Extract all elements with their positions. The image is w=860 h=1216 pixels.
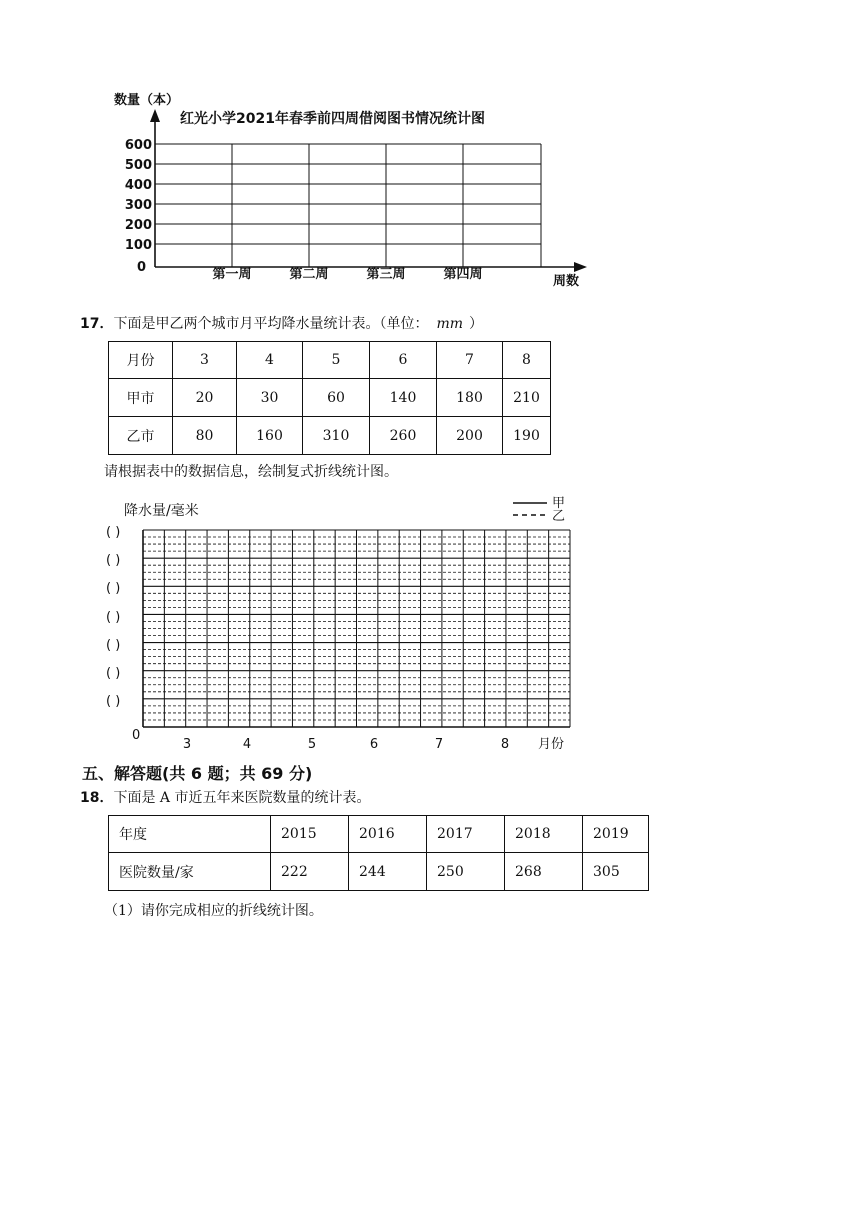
table-cell: 180 <box>437 379 503 417</box>
table-row <box>109 417 551 455</box>
chart1-y-arrow-icon <box>150 109 160 122</box>
table-cell: 2018 <box>505 816 583 853</box>
table-cell: 190 <box>503 417 551 455</box>
table-cell: 5 <box>303 342 370 379</box>
y-blank-label: ( ) <box>106 694 121 709</box>
chart2-x-label: 月份 <box>538 737 565 752</box>
table-row <box>109 342 551 379</box>
rainfall-line-chart-grid <box>100 494 590 758</box>
table-cell: 8 <box>503 342 551 379</box>
table-cell: 80 <box>173 417 237 455</box>
q18-sub-question-1: （1）请你完成相应的折线统计图。 <box>104 903 323 919</box>
table-cell: 20 <box>173 379 237 417</box>
q17-unit: mm <box>436 316 464 332</box>
table-cell: 222 <box>271 853 349 891</box>
chart1-y-tick: 100 <box>124 238 152 253</box>
table-cell: 月份 <box>109 342 173 379</box>
table-row <box>109 853 649 891</box>
table-cell: 2019 <box>583 816 649 853</box>
chart1-y-label: 数量（本） <box>114 93 180 108</box>
y-blank-label: ( ) <box>106 638 121 653</box>
table-cell: 160 <box>237 417 303 455</box>
table-cell: 140 <box>370 379 437 417</box>
chart1-x-category: 第一周 <box>212 267 252 282</box>
chart1-y-tick: 300 <box>124 198 152 213</box>
table-cell: 4 <box>237 342 303 379</box>
chart1-grid <box>155 144 541 267</box>
table-cell: 医院数量/家 <box>109 853 271 891</box>
y-blank-label: ( ) <box>106 581 121 596</box>
table-cell: 244 <box>349 853 427 891</box>
table-cell: 305 <box>583 853 649 891</box>
chart2-x-tick: 3 <box>182 737 192 752</box>
chart1-y-tick: 200 <box>124 218 152 233</box>
y-blank-label: ( ) <box>106 525 121 540</box>
table-cell: 310 <box>303 417 370 455</box>
q17-rainfall-table <box>108 341 551 455</box>
q18-number: 18． <box>80 790 114 806</box>
table-cell: 250 <box>427 853 505 891</box>
legend-label-jia: 甲 <box>552 496 566 511</box>
chart1-title: 红光小学2021年春季前四周借阅图书情况统计图 <box>180 111 485 127</box>
q18-prompt <box>80 788 371 808</box>
table-cell: 200 <box>437 417 503 455</box>
q17-number: 17． <box>80 316 114 332</box>
chart1-y-tick: 0 <box>136 260 146 275</box>
chart1-y-tick: 600 <box>124 138 152 153</box>
q18-hospital-table <box>108 815 649 891</box>
legend-label-yi: 乙 <box>552 509 566 524</box>
table-cell: 6 <box>370 342 437 379</box>
q17-prompt <box>80 314 483 334</box>
chart2-origin: 0 <box>132 728 141 743</box>
table-cell: 2015 <box>271 816 349 853</box>
table-row <box>109 379 551 417</box>
table-row <box>109 816 649 853</box>
chart1-x-category: 第二周 <box>289 267 329 282</box>
chart1-y-tick: 500 <box>124 158 152 173</box>
chart2-x-tick: 4 <box>242 737 252 752</box>
table-cell: 268 <box>505 853 583 891</box>
table-cell: 210 <box>503 379 551 417</box>
table-cell: 3 <box>173 342 237 379</box>
chart1-x-label: 周数 <box>553 274 580 289</box>
chart2-y-label: 降水量/毫米 <box>124 503 199 519</box>
y-blank-label: ( ) <box>106 666 121 681</box>
table-cell: 年度 <box>109 816 271 853</box>
q17-text-end: ） <box>469 316 484 332</box>
table-cell: 2016 <box>349 816 427 853</box>
chart1-x-arrow-icon <box>574 262 587 272</box>
y-blank-label: ( ) <box>106 610 121 625</box>
chart2-x-tick: 7 <box>434 737 444 752</box>
chart2-x-tick: 6 <box>369 737 379 752</box>
q18-text: 下面是 A 市近五年来医院数量的统计表。 <box>113 790 371 806</box>
table-cell: 260 <box>370 417 437 455</box>
table-cell: 甲市 <box>109 379 173 417</box>
q17-text: 下面是甲乙两个城市月平均降水量统计表。（单位： <box>113 316 429 332</box>
y-blank-label: ( ) <box>106 553 121 568</box>
chart2-x-tick: 8 <box>500 737 510 752</box>
chart1-y-tick: 400 <box>124 178 152 193</box>
chart1-x-category: 第四周 <box>443 267 483 282</box>
section-5-heading: 五、解答题(共 6 题；共 69 分) <box>82 764 313 783</box>
table-cell: 乙市 <box>109 417 173 455</box>
table-cell: 60 <box>303 379 370 417</box>
chart2-x-tick: 5 <box>307 737 317 752</box>
q17-instruction: 请根据表中的数据信息，绘制复式折线统计图。 <box>104 464 398 480</box>
book-borrowing-chart <box>100 85 610 295</box>
table-cell: 7 <box>437 342 503 379</box>
chart1-x-category: 第三周 <box>366 267 406 282</box>
chart2-grid <box>143 530 570 727</box>
table-cell: 30 <box>237 379 303 417</box>
table-cell: 2017 <box>427 816 505 853</box>
